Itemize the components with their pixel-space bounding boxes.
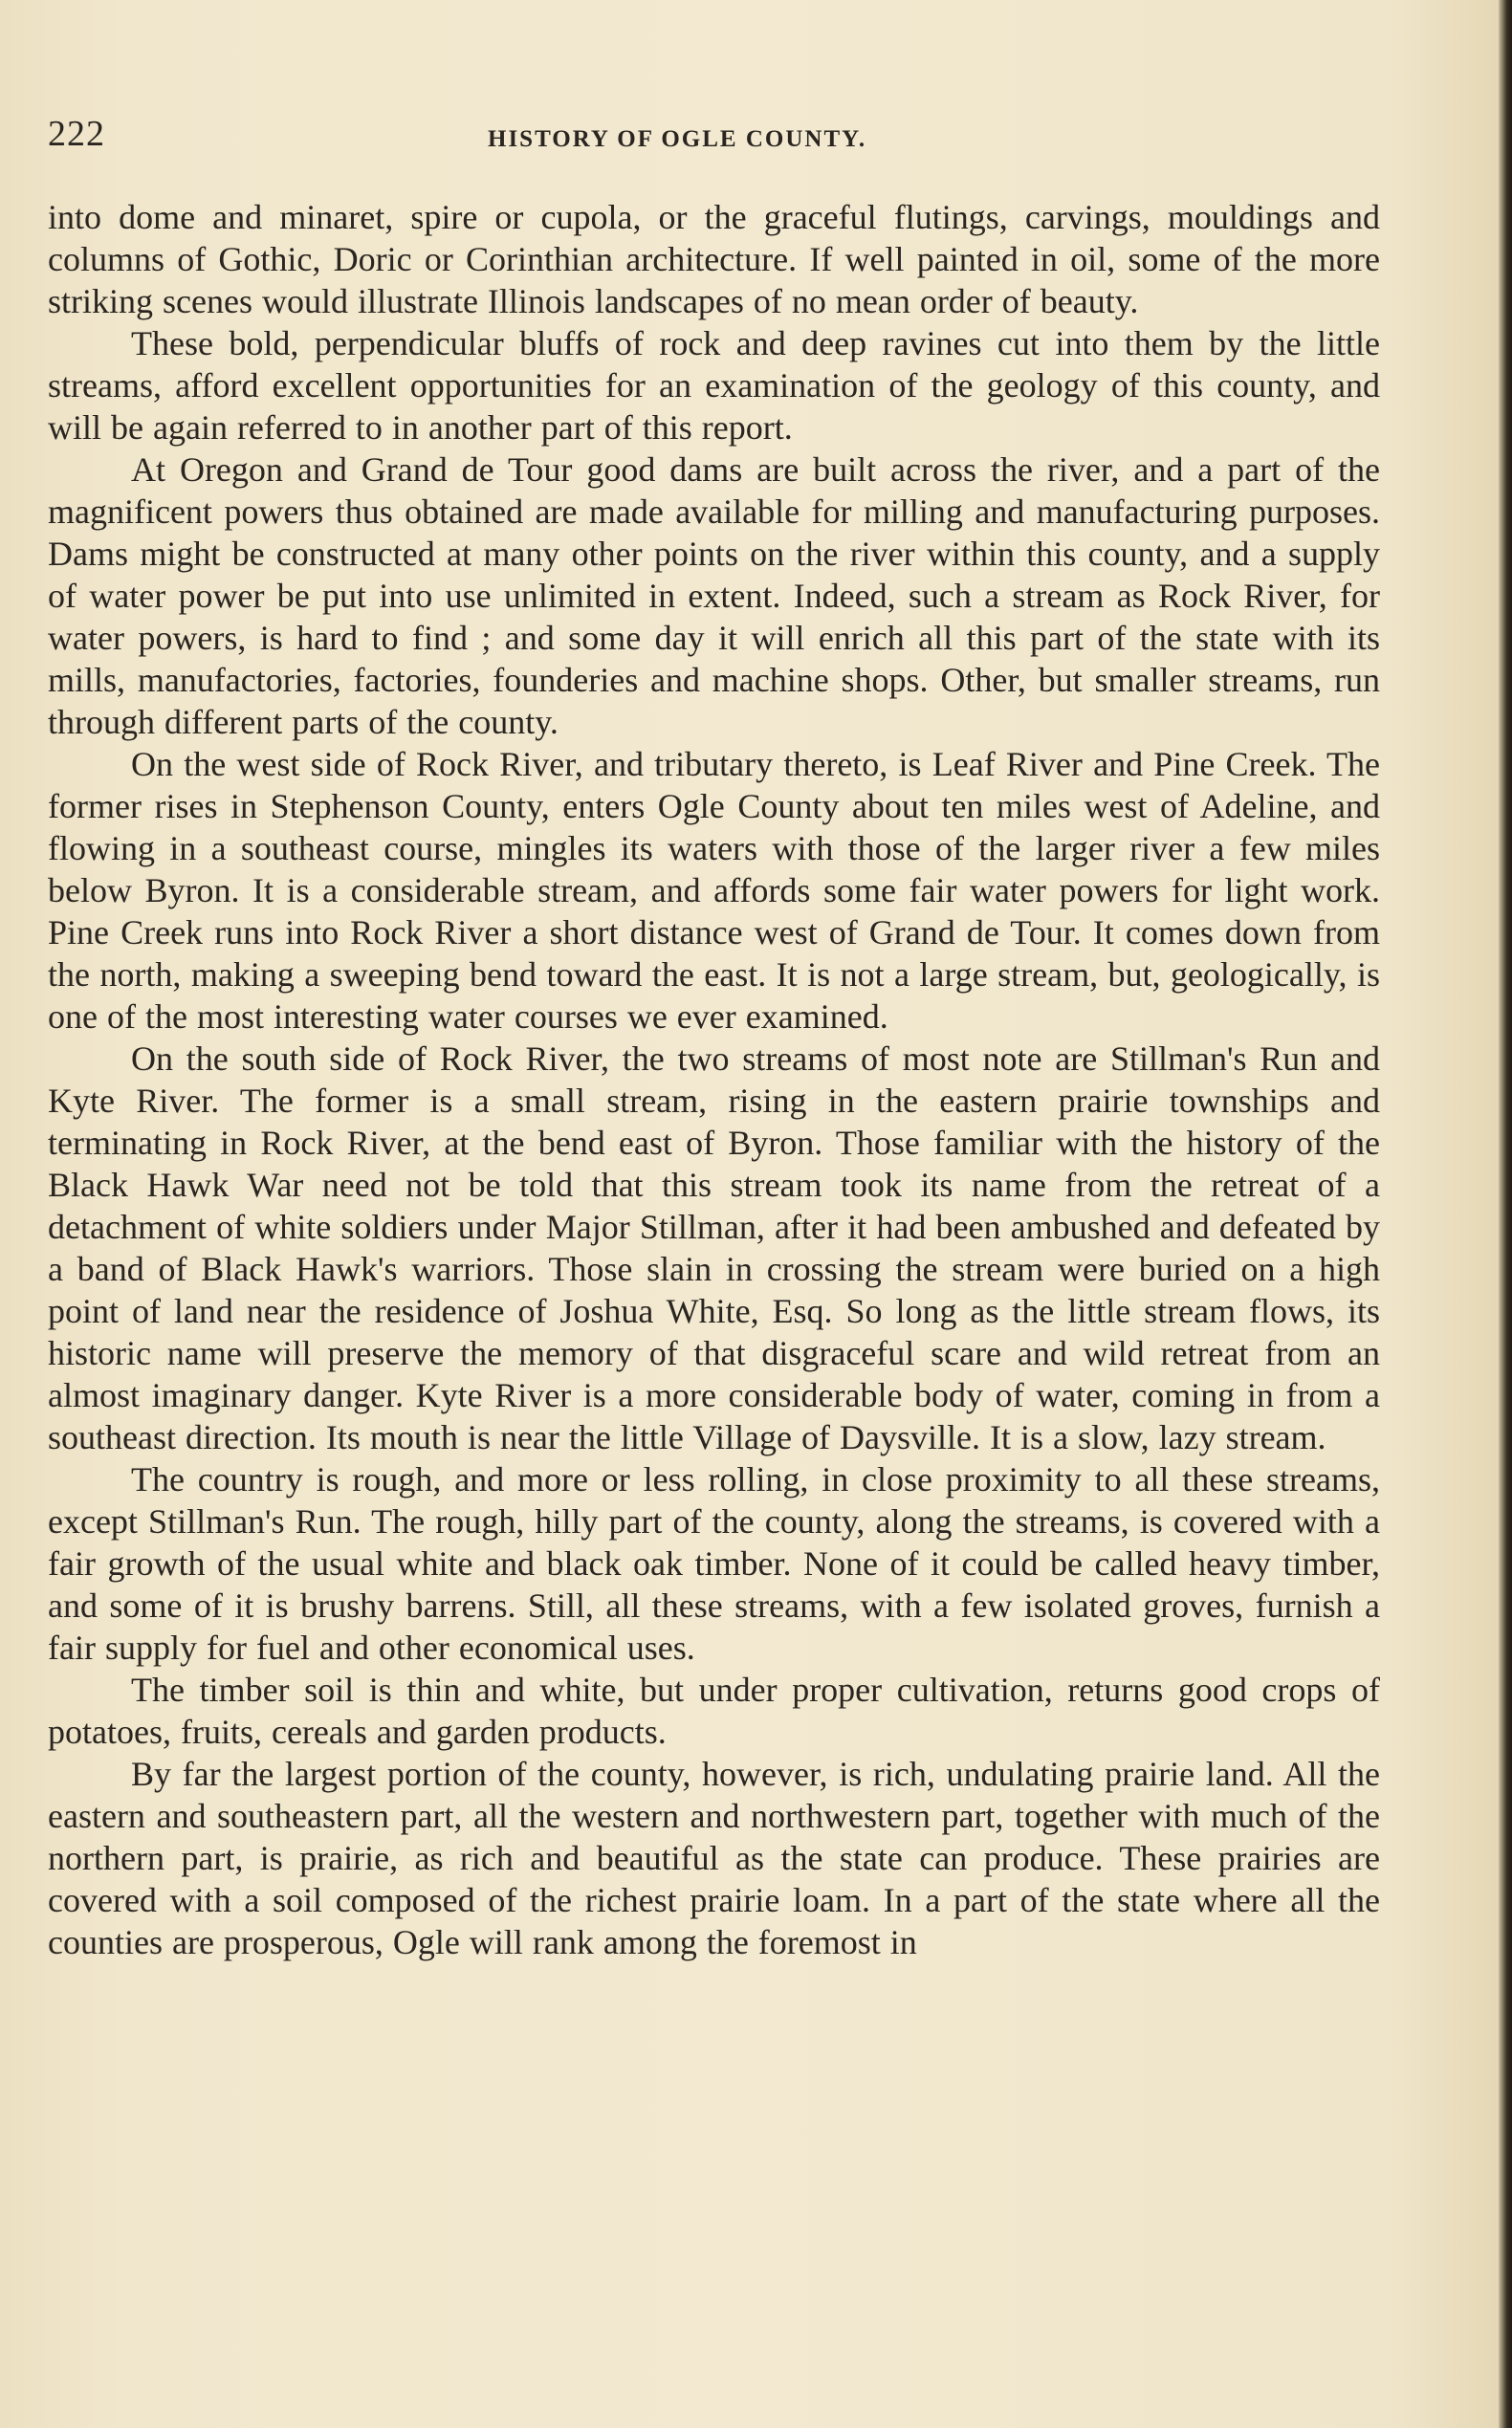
page-header <box>48 113 1377 170</box>
paragraph-4: On the west side of Rock River, and tributary thereto, is Leaf River and Pine Creek. The former rises in Stephenson County, enters Ogle County about ten miles west of Adeline, and flowing in a southeast course, mingles its waters with those of the larger river a few miles below Byron. It is a considerable stream, and affords some fair water powers for light work. Pine Creek runs into Rock River a short distance west of Grand de Tour. It comes down from the north, making a sweeping bend toward the east. It is not a large stream, but, geologically, is one of the most interesting water courses we ever examined. <box>48 745 1380 1036</box>
paragraph-6: The country is rough, and more or less rolling, in close proximity to all these streams, except Stillman's Run. The rough, hilly part of the county, along the streams, is covered with a fair growth of the usual white and black oak timber. None of it could be called heavy timber, and some of it is brushy barrens. Still, all these streams, with a few isolated groves, furnish a fair supply for fuel and other economical uses. <box>48 1460 1380 1667</box>
text-body <box>48 196 1380 1963</box>
page-binding-edge <box>1499 0 1512 2428</box>
running-head: HISTORY OF OGLE COUNTY. <box>488 126 867 152</box>
paragraph-5: On the south side of Rock River, the two streams of most note are Stillman's Run and Kyte River. The former is a small stream, rising in the eastern prairie townships and terminating in Rock River, at the bend east of Byron. Those familiar with the history of the Black Hawk War need not be told that this stream took its name from the retreat of a detachment of white soldiers under Major Stillman, after it had been ambushed and defeated by a band of Black Hawk's warriors. Those slain in crossing the stream were buried on a high point of land near the residence of Joshua White, Esq. So long as the little stream flows, its historic name will preserve the memory of that disgraceful scare and wild retreat from an almost imaginary danger. Kyte River is a more considerable body of water, coming in from a southeast direction. Its mouth is near the little Village of Daysville. It is a slow, lazy stream. <box>48 1039 1380 1456</box>
page-number: 222 <box>48 114 105 154</box>
paragraph-3: At Oregon and Grand de Tour good dams are built across the river, and a part of the magnificent powers thus obtained are made available for milling and manufacturing purposes. Dams might be constructed at many other points on the river within this county, and a supply of water power be put into use unlimited in extent. Indeed, such a stream as Rock River, for water powers, is hard to find ; and some day it will enrich all this part of the state with its mills, manufactories, factories, founderies and machine shops. Other, but smaller streams, run through different parts of the county. <box>48 450 1380 741</box>
paragraph-8: By far the largest portion of the county, however, is rich, undulating prairie land. All the eastern and southeastern part, all the western and northwestern part, together with much of the northern part, is prairie, as rich and beautiful as the state can produce. These prairies are covered with a soil composed of the richest prairie loam. In a part of the state where all the counties are prosperous, Ogle will rank among the foremost in <box>48 1755 1380 1961</box>
paragraph-1: into dome and minaret, spire or cupola, or the graceful flutings, carvings, mouldings and columns of Gothic, Doric or Corinthian architecture. If well painted in oil, some of the more striking scenes would illustrate Illinois landscapes of no mean order of beauty. <box>48 198 1380 320</box>
paragraph-7: The timber soil is thin and white, but under proper cultivation, returns good crops of potatoes, fruits, cereals and garden products. <box>48 1671 1380 1751</box>
paragraph-2: These bold, perpendicular bluffs of rock and deep ravines cut into them by the little streams, afford excellent opportunities for an examination of the geology of this county, and will be again referred to in another part of this report. <box>48 324 1380 447</box>
